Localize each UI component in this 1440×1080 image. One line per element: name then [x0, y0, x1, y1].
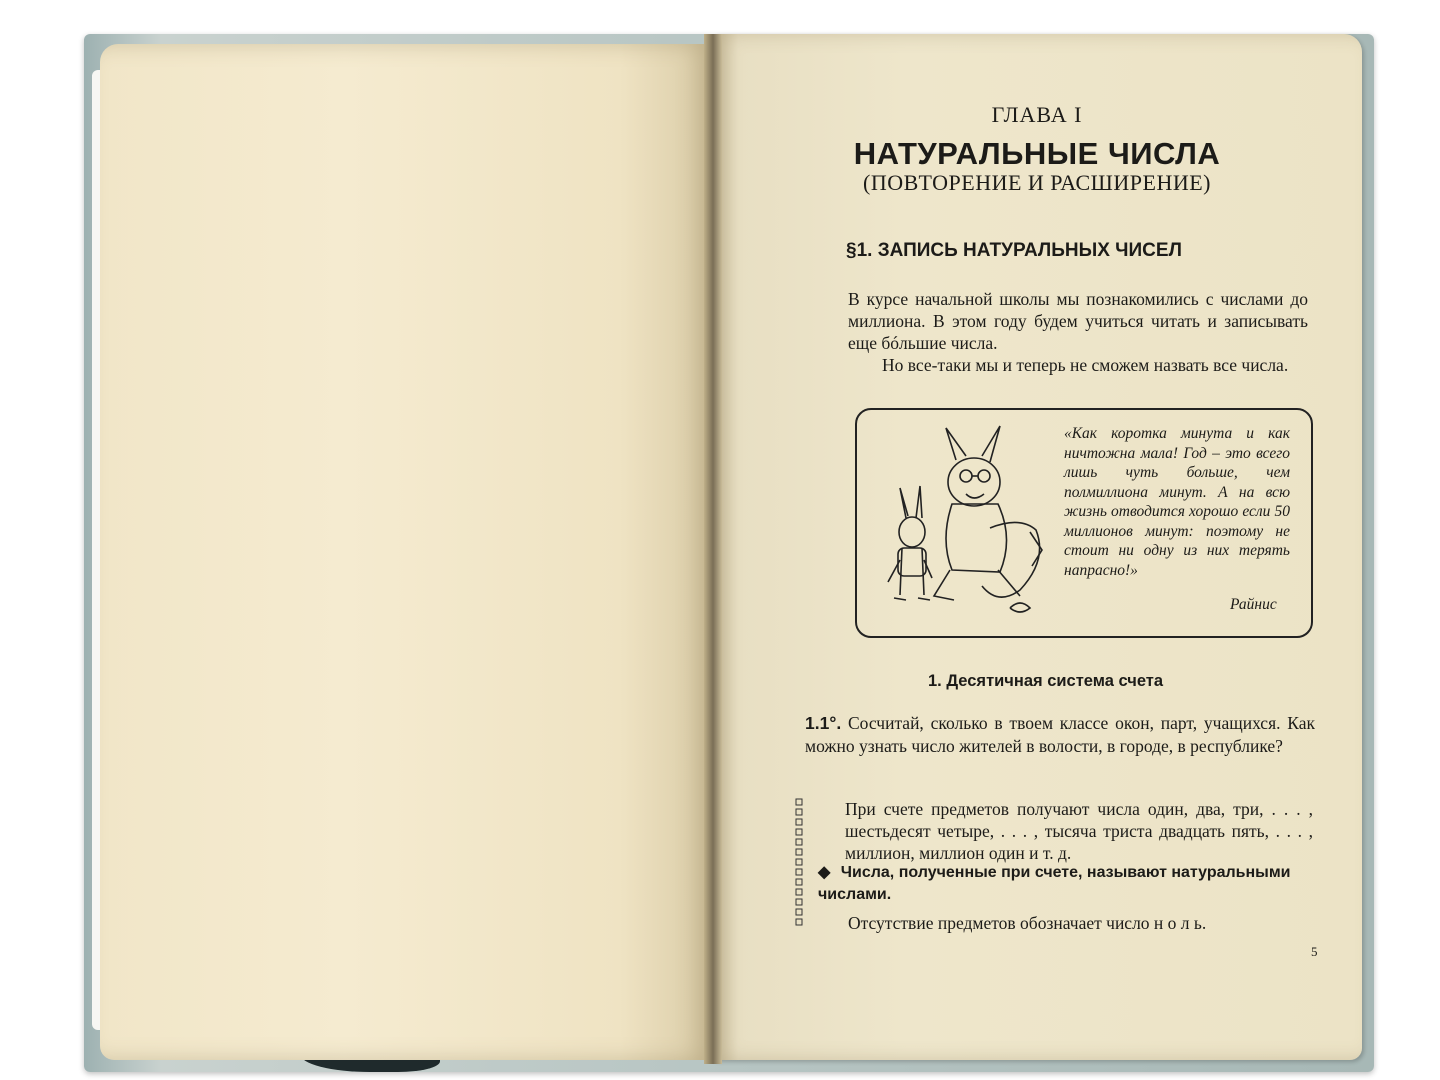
exercise-number: 1.1°.	[805, 713, 842, 733]
intro-paragraph-1: В курсе начальной школы мы познакомились с числами до миллиона. В этом году будем учиться читать и записывать еще бóльшие числа.	[848, 289, 1308, 353]
intro-paragraph-2: Но все-таки мы и теперь не сможем назвать все числа.	[882, 355, 1289, 375]
book-spine-gutter	[704, 34, 722, 1064]
exercise-text: Сосчитай, сколько в твоем классе окон, парт, учащихся. Как можно узнать число жителей в волости, в городе, в республике?	[805, 713, 1316, 756]
rabbits-illustration	[870, 420, 1060, 620]
page-number: 5	[1311, 944, 1318, 959]
definition	[818, 862, 1316, 906]
section-title: §1. ЗАПИСЬ НАТУРАЛЬНЫХ ЧИСЕЛ	[846, 240, 1182, 261]
chapter-kicker: ГЛАВА I	[991, 102, 1083, 127]
margin-marker-icon	[795, 798, 803, 932]
quote-text: «Как коротка минута и как ничтожна мала! Год – это всего лишь чуть больше, чем полмиллиона минут. А на всю жизнь отводится хорошо если 50 миллионов минут: поэтому не стоит ни одну из них терять напрасно!»	[1064, 425, 1290, 579]
chapter-subtitle: (ПОВТОРЕНИЕ И РАСШИРЕНИЕ)	[863, 170, 1211, 195]
definition-text: Числа, полученные при счете, называют натуральными числами.	[818, 864, 1291, 903]
counting-paragraph: При счете предметов получают числа один, два, три, . . . , шестьдесят четыре, . . . , тысяча триста двадцать пять, . . . , миллион, миллион один и т. д.	[845, 799, 1313, 863]
intro-text	[848, 288, 1308, 376]
left-page-blank	[100, 44, 712, 1060]
quote-author: Райнис	[1230, 596, 1277, 613]
diamond-bullet-icon: ◆	[818, 864, 831, 881]
subsection-title: 1. Десятичная система счета	[928, 672, 1164, 690]
zero-paragraph: Отсутствие предметов обозначает число н о л ь.	[848, 913, 1207, 933]
exercise-1-1	[805, 712, 1315, 758]
chapter-title: НАТУРАЛЬНЫЕ ЧИСЛА	[853, 136, 1221, 171]
